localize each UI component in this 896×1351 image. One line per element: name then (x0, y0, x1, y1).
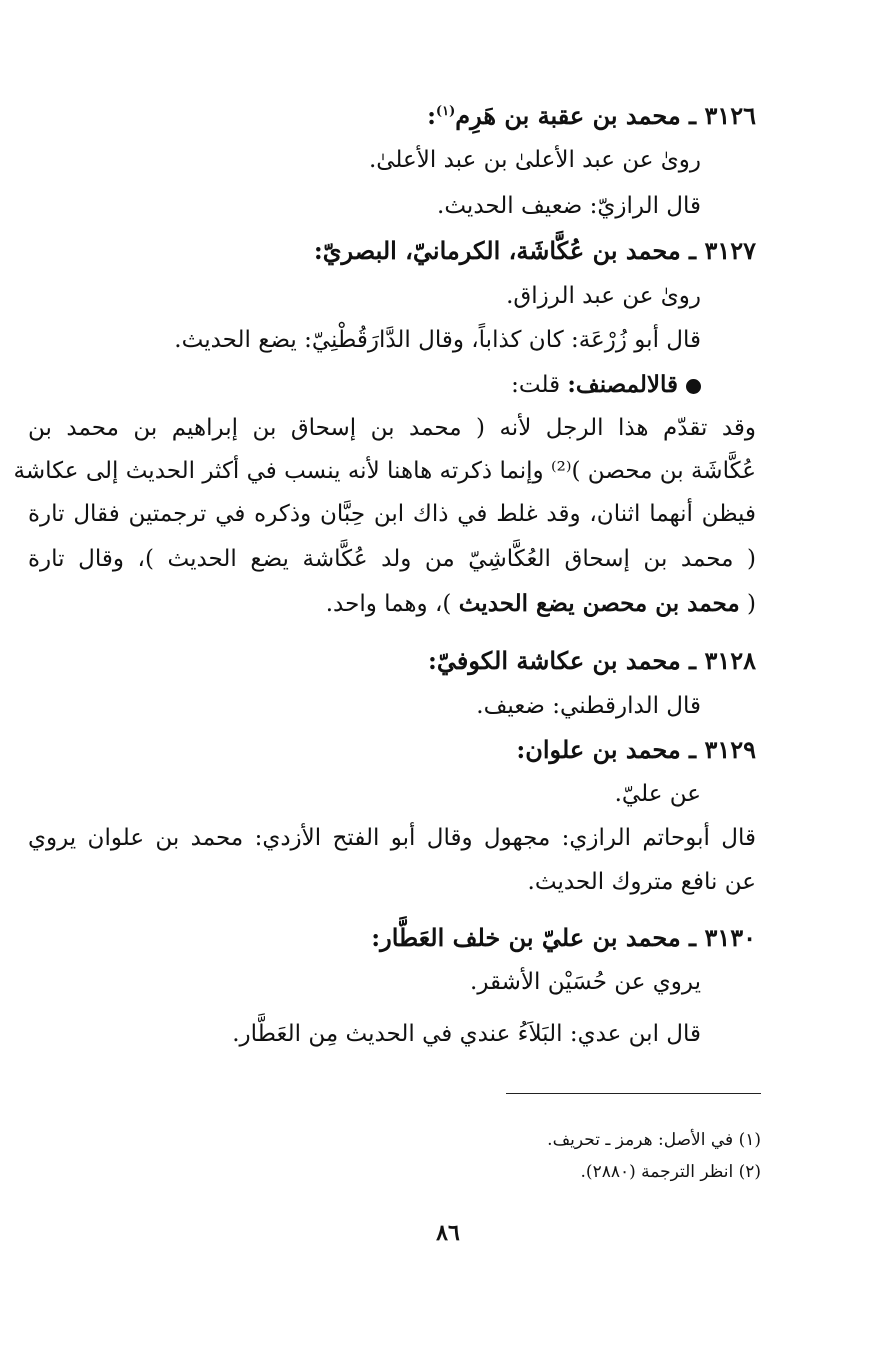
entry-name: محمد بن عليّ بن خلف العَطَّار: (371, 923, 681, 952)
entry-number: ٣١٢٦ (704, 101, 756, 130)
entry-name: محمد بن عُكَّاشَة، الكرمانيّ، البصريّ: (313, 236, 681, 265)
footnote-1: (١) في الأصل: هرمز ـ تحريف. (547, 1130, 761, 1150)
entry-line: قال الدارقطني: ضعيف. (476, 693, 701, 719)
bullet-icon (686, 379, 701, 394)
author-word: قلت: (511, 372, 561, 398)
author-label: قالالمصنف: (567, 371, 678, 398)
paragraph-line: ( محمد بن إسحاق العُكَّاشِيّ من ولد عُكَّاشة يضع الحديث )، وقال تارة (28, 546, 756, 572)
bold-quote: محمد بن محصن يضع الحديث (458, 590, 740, 617)
entry-name: محمد بن عقبة بن هَرِم (455, 101, 681, 130)
entry-line: قال أبو زُرْعَة: كان كذاباً، وقال الدَّارَقُطْنِيّ: يضع الحديث. (174, 327, 701, 353)
dash: ـ (689, 101, 697, 130)
footnote-ref: (١) (435, 104, 456, 119)
paragraph-line-last (326, 584, 756, 624)
entry-heading-3127 (314, 231, 756, 271)
entry-name: محمد بن عكاشة الكوفيّ: (428, 646, 681, 675)
entry-heading-3128 (428, 641, 756, 681)
entry-line: عن عليّ. (614, 781, 701, 807)
dash: ـ (689, 923, 697, 952)
entry-name: محمد بن علوان: (516, 735, 681, 764)
dash: ـ (689, 646, 697, 675)
entry-number: ٣١٢٧ (704, 236, 756, 265)
paragraph-line: فيظن أنهما اثنان، وقد غلط في ذاك ابن حِبَّان وذكره في ترجمتين فقال تارة (28, 501, 756, 527)
entry-line: قال الرازيّ: ضعيف الحديث. (437, 193, 701, 219)
heading-colon: : (427, 101, 436, 130)
dash: ـ (689, 236, 697, 265)
entry-heading-3126 (427, 96, 756, 136)
paragraph-line-last: عن نافع متروك الحديث. (527, 869, 756, 895)
dash: ـ (689, 735, 697, 764)
paragraph-line: وقد تقدّم هذا الرجل لأنه ( محمد بن إسحاق بن إبراهيم بن محمد بن (28, 415, 756, 441)
paragraph-line: قال أبوحاتم الرازي: مجهول وقال أبو الفتح الأزدي: محمد بن علوان يروي (28, 825, 756, 851)
open-paren: ( (747, 591, 756, 617)
page-number: ٨٦ (436, 1220, 460, 1246)
entry-heading-3129 (516, 730, 756, 770)
footnote-divider (506, 1093, 761, 1094)
entry-heading-3130 (371, 918, 756, 958)
entry-number: ٣١٣٠ (704, 923, 756, 952)
entry-number: ٣١٢٨ (704, 646, 756, 675)
entry-line: يروي عن حُسَيْن الأشقر. (470, 969, 701, 995)
footnote-2: (٢) انظر الترجمة (٢٨٨٠). (580, 1162, 761, 1182)
entry-line: قال ابن عدي: البَلاَءُ عندي في الحديث مِن العَطَّار. (232, 1021, 701, 1047)
paragraph-line: عُكَّاشَة بن محصن )⁽²⁾ وإنما ذكرته هاهنا لأنه ينسب في أكثر الحديث إلى عكاشة (13, 458, 756, 484)
entry-line: رویٰ عن عبد الرزاق. (506, 283, 701, 309)
author-note (511, 365, 701, 405)
entry-number: ٣١٢٩ (704, 735, 756, 764)
entry-line: رویٰ عن عبد الأعلیٰ بن عبد الأعلیٰ. (368, 147, 701, 173)
paragraph-tail: )، وهما واحد. (325, 591, 452, 617)
